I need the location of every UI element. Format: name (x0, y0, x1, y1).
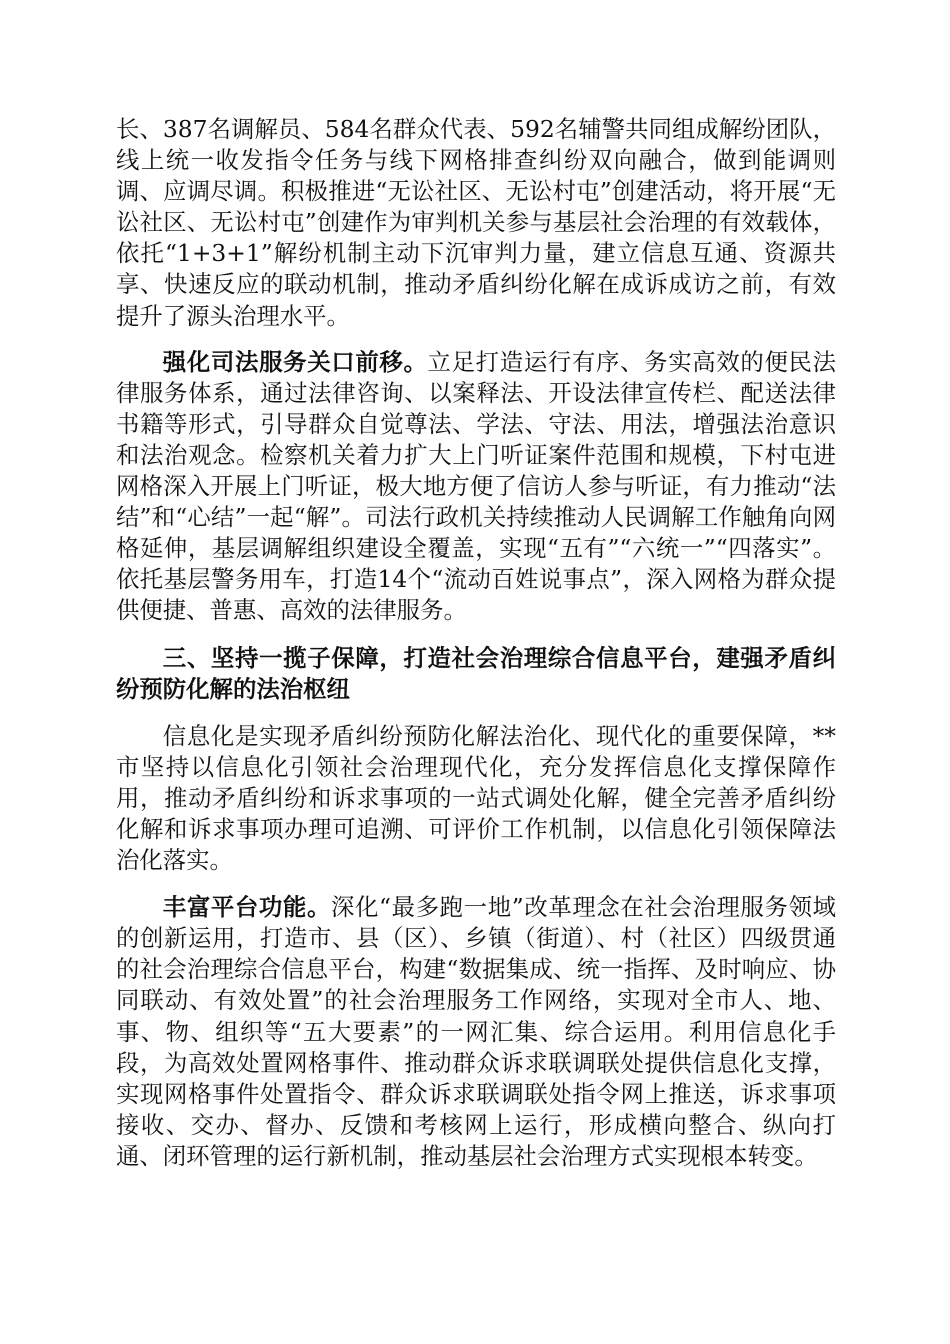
paragraph-body-judicial-services: 立足打造运行有序、务实高效的便民法律服务体系，通过法律咨询、以案释法、开设法律宣传栏、配送法律书籍等形式，引导群众自觉尊法、学法、守法、用法，增强法治意识和法治观念。检察机关着力扩大上门听证案件范围和规模，下村屯进网格深入开展上门听证，极大地方便了信访人参与听证，有力推动“法结”和“心结”一起“解”。司法行政机关持续推动人民调解工作触角向网格延伸，基层调解组织建设全覆盖，实现“五有”“六统一”“四落实”。依托基层警务用车，打造14个“流动百姓说事点”，深入网格为群众提供便捷、普惠、高效的法律服务。 (116, 347, 837, 625)
paragraph-lead-judicial-services: 强化司法服务关口前移。 (162, 347, 428, 376)
paragraph-body-platform-functions: 深化“最多跑一地”改革理念在社会治理服务领域的创新运用，打造市、县（区）、乡镇（街道）、村（社区）四级贯通的社会治理综合信息平台，构建“数据集成、统一指挥、及时响应、协同联动、有效处置”的社会治理服务工作网络，实现对全市人、地、事、物、组织等“五大要素”的一网汇集、综合运用。利用信息化手段，为高效处置网格事件、推动群众诉求联调联处提供信息化支撑，实现网格事件处置指令、群众诉求联调联处指令网上推送，诉求事项接收、交办、督办、反馈和考核网上运行，形成横向整合、纵向打通、闭环管理的运行新机制，推动基层社会治理方式实现根本转变。 (116, 893, 836, 1170)
paragraph-platform-functions (116, 892, 836, 1172)
paragraph-lead-platform-functions: 丰富平台功能。 (162, 893, 331, 922)
paragraph-continued: 长、387名调解员、584名群众代表、592名辅警共同组成解纷团队，线上统一收发指令任务与线下网格排查纠纷双向融合，做到能调则调、应调尽调。积极推进“无讼社区、无讼村屯”创建活动，将开展“无讼社区、无讼村屯”创建作为审判机关参与基层社会治理的有效载体，依托“1+3+1”解纷机制主动下沉审判力量，建立信息互通、资源共享、快速反应的联动机制，推动矛盾纠纷化解在成诉成访之前，有效提升了源头治理水平。 (116, 115, 836, 330)
section-heading-three: 三、坚持一揽子保障，打造社会治理综合信息平台，建强矛盾纠纷预防化解的法治枢纽 (116, 643, 836, 703)
document-page (116, 114, 836, 1188)
paragraph-judicial-services (116, 347, 836, 627)
paragraph-informatization: 信息化是实现矛盾纠纷预防化解法治化、现代化的重要保障，**市坚持以信息化引领社会治理现代化，充分发挥信息化支撑保障作用，推动矛盾纠纷和诉求事项的一站式调处化解，健全完善矛盾纠纷化解和诉求事项办理可追溯、可评价工作机制，以信息化引领保障法治化落实。 (116, 721, 836, 875)
